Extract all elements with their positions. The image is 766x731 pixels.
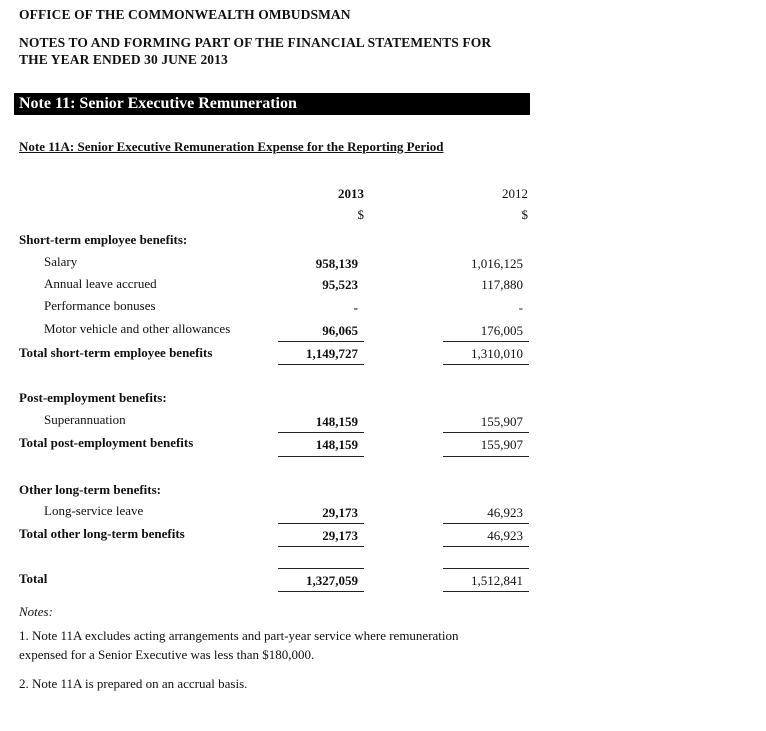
value-total-short-term-2013: 1,149,727 xyxy=(306,346,358,361)
row-label-long-service-leave: Long-service leave xyxy=(44,503,144,518)
column-header-2013: 2013 xyxy=(338,186,364,201)
value-motor-vehicle-2013: 96,065 xyxy=(322,323,358,338)
footnote-2: 2. Note 11A is prepared on an accrual basis. xyxy=(19,676,248,691)
value-salary-2012: 1,016,125 xyxy=(471,256,523,271)
note-subtitle: Note 11A: Senior Executive Remuneration Expense for the Reporting Period xyxy=(19,139,444,154)
subtotal-rule-2013 xyxy=(278,523,364,524)
statement-title-line2: THE YEAR ENDED 30 JUNE 2013 xyxy=(19,52,228,67)
row-label-superannuation: Superannuation xyxy=(44,412,126,427)
subtotal-rule-2013 xyxy=(278,432,364,433)
total-rule-2013 xyxy=(278,456,364,457)
column-header-2012: 2012 xyxy=(502,186,528,201)
column-unit-2012: $ xyxy=(521,207,528,222)
row-label-motor-vehicle: Motor vehicle and other allowances xyxy=(44,321,231,336)
column-unit-2013: $ xyxy=(357,207,364,222)
value-total-long-term-2012: 46,923 xyxy=(487,528,523,543)
row-label-total-short-term: Total short-term employee benefits xyxy=(19,345,213,360)
note-banner: Note 11: Senior Executive Remuneration xyxy=(14,93,530,115)
total-rule-2012 xyxy=(443,546,529,547)
value-long-service-leave-2013: 29,173 xyxy=(322,505,358,520)
value-superannuation-2013: 148,159 xyxy=(315,414,358,429)
value-bonuses-2012: - xyxy=(518,300,523,315)
value-annual-leave-2013: 95,523 xyxy=(322,277,358,292)
value-total-post-employment-2012: 155,907 xyxy=(480,437,523,452)
section-heading-short-term: Short-term employee benefits: xyxy=(19,232,188,247)
organisation-title: OFFICE OF THE COMMONWEALTH OMBUDSMAN xyxy=(19,7,351,22)
total-rule-2012 xyxy=(443,456,529,457)
row-label-annual-leave: Annual leave accrued xyxy=(44,276,157,291)
notes-heading: Notes: xyxy=(19,604,53,619)
row-label-total-post-employment: Total post-employment benefits xyxy=(19,435,194,450)
footnote-1-line-1: 1. Note 11A excludes acting arrangements and part-year service where remuneration xyxy=(19,628,459,643)
total-rule-2012 xyxy=(443,364,529,365)
subtotal-rule-2012 xyxy=(443,523,529,524)
value-grand-total-2013: 1,327,059 xyxy=(306,573,358,588)
value-total-long-term-2013: 29,173 xyxy=(322,528,358,543)
total-rule-2013 xyxy=(278,546,364,547)
value-bonuses-2013: - xyxy=(353,300,358,315)
value-grand-total-2012: 1,512,841 xyxy=(471,573,523,588)
statement-title-line1: NOTES TO AND FORMING PART OF THE FINANCIAL STATEMENTS FOR xyxy=(19,35,492,50)
total-rule-2013 xyxy=(278,364,364,365)
grand-total-bottom-rule-2013 xyxy=(278,591,364,592)
grand-total-top-rule-2012 xyxy=(443,568,529,569)
row-label-bonuses: Performance bonuses xyxy=(44,298,156,313)
value-salary-2013: 958,139 xyxy=(315,256,358,271)
row-label-total-long-term: Total other long-term benefits xyxy=(19,526,185,541)
subtotal-rule-2012 xyxy=(443,341,529,342)
grand-total-bottom-rule-2012 xyxy=(443,591,529,592)
subtotal-rule-2013 xyxy=(278,341,364,342)
value-superannuation-2012: 155,907 xyxy=(480,414,523,429)
value-annual-leave-2012: 117,880 xyxy=(481,277,523,292)
row-label-salary: Salary xyxy=(44,254,78,269)
section-heading-post-employment: Post-employment benefits: xyxy=(19,390,167,405)
footnote-1-line-2: expensed for a Senior Executive was less than $180,000. xyxy=(19,647,315,662)
value-total-short-term-2012: 1,310,010 xyxy=(471,346,523,361)
subtotal-rule-2012 xyxy=(443,432,529,433)
section-heading-long-term: Other long-term benefits: xyxy=(19,482,162,497)
value-long-service-leave-2012: 46,923 xyxy=(487,505,523,520)
value-motor-vehicle-2012: 176,005 xyxy=(480,323,523,338)
value-total-post-employment-2013: 148,159 xyxy=(315,437,358,452)
row-label-grand-total: Total xyxy=(19,571,48,586)
grand-total-top-rule-2013 xyxy=(278,568,364,569)
